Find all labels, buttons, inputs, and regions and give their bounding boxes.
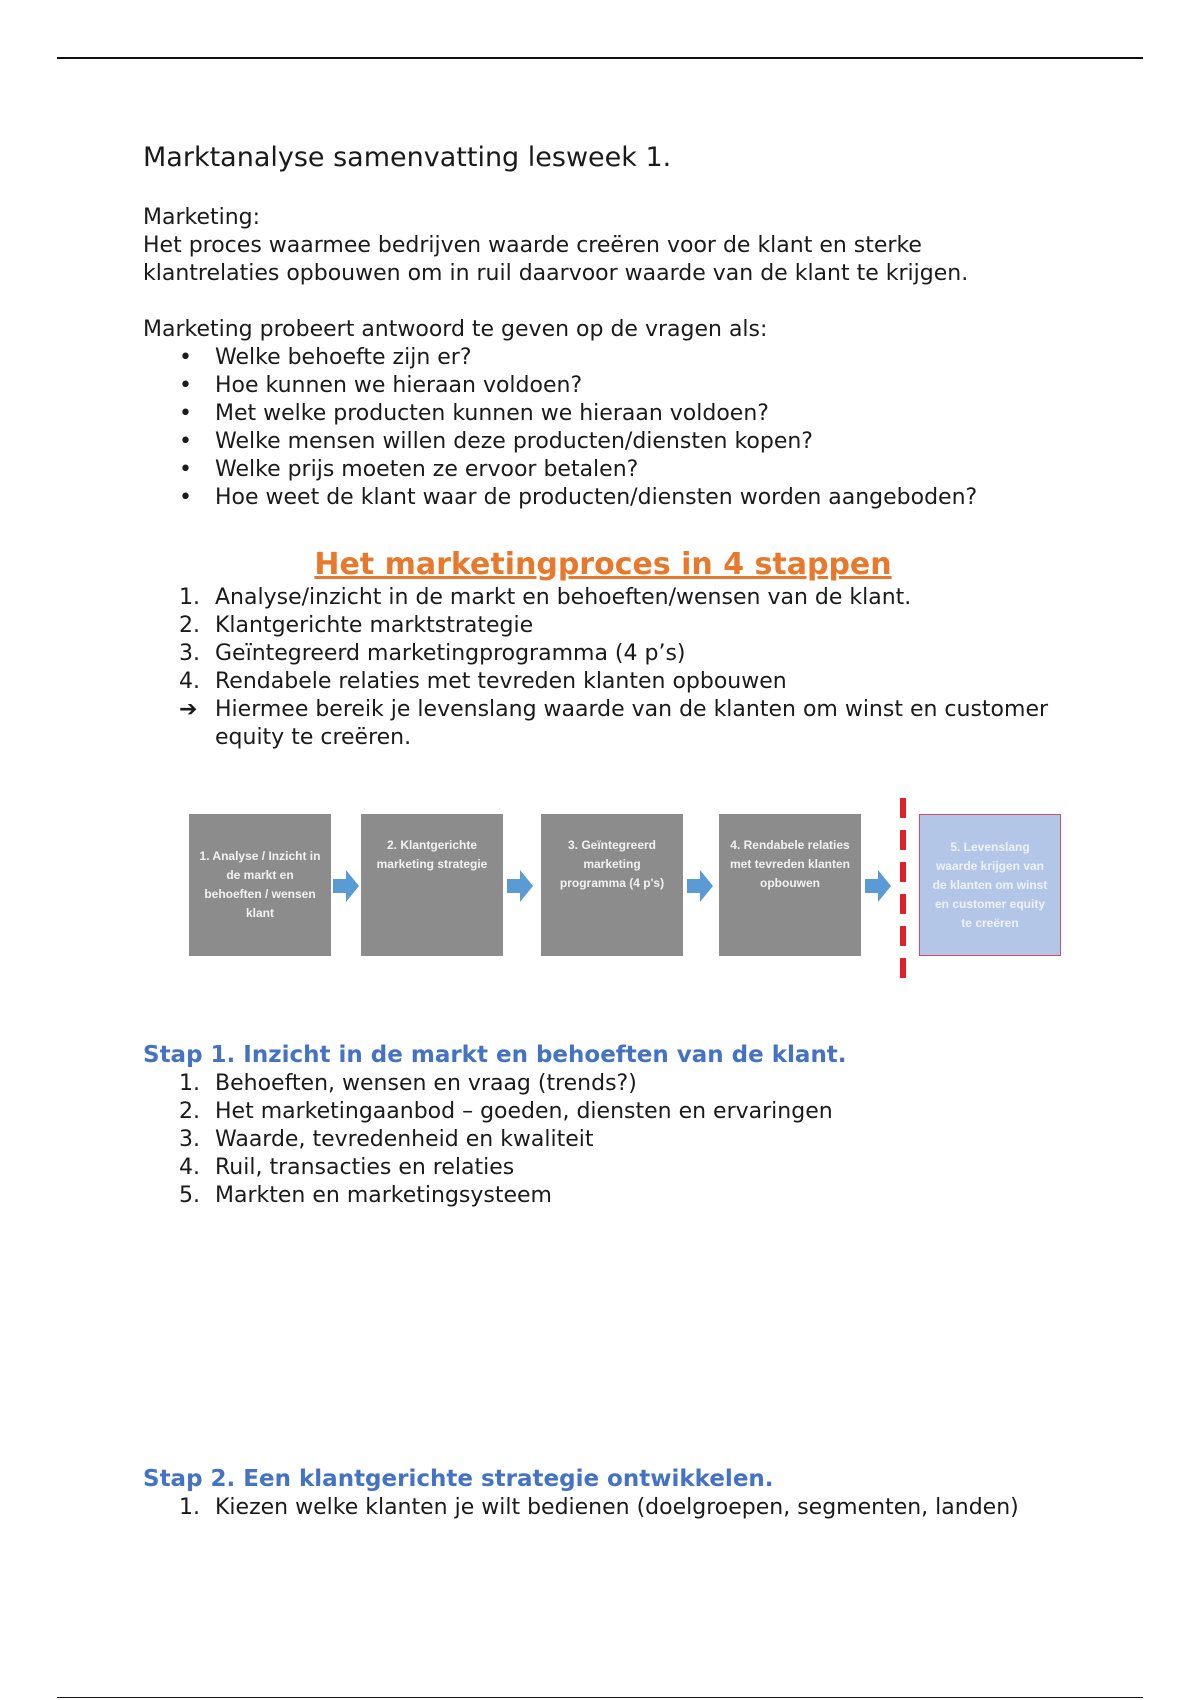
document-title: Marktanalyse samenvatting lesweek 1. [143, 142, 672, 173]
list-item: 5. Markten en marketingsysteem [179, 1183, 552, 1208]
stap1-heading: Stap 1. Inzicht in de markt en behoeften van de klant. [143, 1042, 847, 1068]
bullet-icon: • [179, 345, 192, 370]
diagram-box-4: 4. Rendabele relaties met tevreden klanten opbouwen [719, 814, 861, 956]
arrow-right-icon [333, 870, 359, 902]
arrow-right-icon [507, 870, 533, 902]
definition-label: Marketing: [143, 205, 261, 230]
document-body [143, 140, 1063, 1522]
list-item: • Hoe weet de klant waar de producten/diensten worden aangeboden? [179, 485, 978, 510]
list-item: 1. Behoeften, wensen en vraag (trends?) [179, 1071, 637, 1096]
diagram-box-5: 5. Levenslang waarde krijgen van de klanten om winst en customer equity te creëren [919, 814, 1061, 956]
list-item: • Welke behoefte zijn er? [179, 345, 472, 370]
diagram-box-2: 2. Klantgerichte marketing strategie [361, 814, 503, 956]
questions-intro: Marketing probeert antwoord te geven op de vragen als: [143, 317, 768, 342]
page-top-rule [57, 57, 1143, 59]
list-item: 3. Waarde, tevredenheid en kwaliteit [179, 1127, 594, 1152]
arrow-right-icon [687, 870, 713, 902]
stap2-list [143, 1494, 1063, 1522]
dashed-divider [900, 798, 906, 978]
bullet-icon: • [179, 429, 192, 454]
list-item: • Welke mensen willen deze producten/diensten kopen? [179, 429, 813, 454]
process-steps-list [143, 584, 1063, 752]
arrow-right-icon [865, 870, 891, 902]
list-item: 4. Ruil, transacties en relaties [179, 1155, 515, 1180]
list-item: 1. Kiezen welke klanten je wilt bedienen (doelgroepen, segmenten, landen) [179, 1495, 1019, 1520]
list-item: 3. Geïntegreerd marketingprogramma (4 p’s) [179, 641, 686, 666]
list-item: 4. Rendabele relaties met tevreden klanten opbouwen [179, 669, 787, 694]
bullet-icon: • [179, 373, 192, 398]
list-item: 2. Klantgerichte marktstrategie [179, 613, 534, 638]
definition-text: Het proces waarmee bedrijven waarde creëren voor de klant en sterke klantrelaties opbouwen om in ruil daarvoor waarde van de klant te krijgen. [143, 233, 969, 286]
process-diagram [143, 762, 1063, 1022]
list-item: • Welke prijs moeten ze ervoor betalen? [179, 457, 639, 482]
conclusion-item: ➔ Hiermee bereik je levenslang waarde van de klanten om winst en customer equity te creëren. [179, 697, 1049, 750]
bullet-icon: • [179, 485, 192, 510]
bullet-icon: • [179, 457, 192, 482]
page-bottom-rule [57, 1697, 1143, 1698]
stap1-list [143, 1070, 1063, 1210]
bullet-icon: • [179, 401, 192, 426]
list-item: 1. Analyse/inzicht in de markt en behoeften/wensen van de klant. [179, 585, 912, 610]
list-item: • Hoe kunnen we hieraan voldoen? [179, 373, 583, 398]
arrow-right-icon: ➔ [179, 697, 198, 722]
list-item: • Met welke producten kunnen we hieraan voldoen? [179, 401, 769, 426]
questions-list [143, 344, 1063, 512]
process-heading: Het marketingproces in 4 stappen [314, 547, 892, 582]
stap2-heading: Stap 2. Een klantgerichte strategie ontwikkelen. [143, 1466, 774, 1492]
diagram-box-3: 3. Geïntegreerd marketing programma (4 p's) [541, 814, 683, 956]
diagram-box-1: 1. Analyse / Inzicht in de markt en behoeften / wensen klant [189, 814, 331, 956]
list-item: 2. Het marketingaanbod – goeden, diensten en ervaringen [179, 1099, 833, 1124]
